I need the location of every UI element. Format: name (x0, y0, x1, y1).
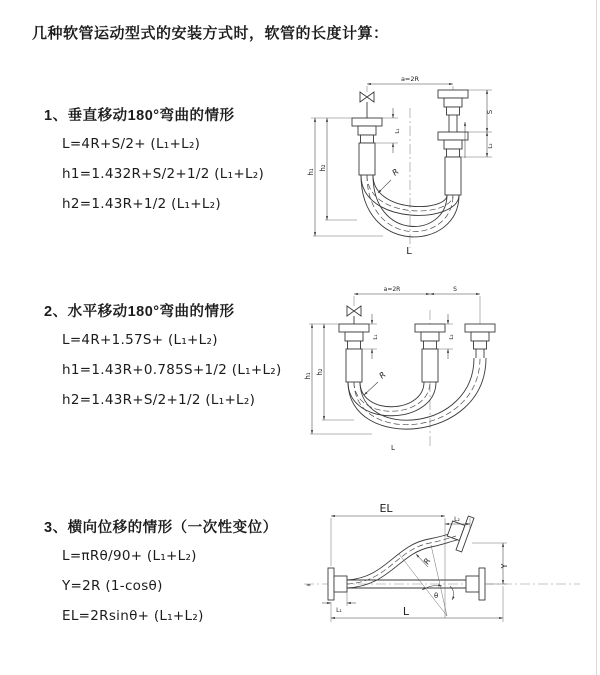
dim-label-l1: L₁ (395, 128, 401, 134)
dim-label-h2: h₂ (319, 164, 327, 172)
dim-label-y: Y (500, 563, 509, 569)
section-3-heading: 3、横向位移的情形（一次性变位） (44, 520, 278, 536)
dim-label-l2: L₂ (449, 334, 455, 340)
formula-line: h2=1.43R+1/2 (L₁+L₂) (62, 196, 221, 212)
dimension-lines (322, 516, 503, 618)
dim-label-l1: L₁ (373, 334, 379, 340)
dim-label-l: L (406, 246, 412, 257)
dim-label-l: L (402, 605, 410, 618)
extension-lines (309, 296, 480, 434)
hose-assembly (339, 306, 495, 429)
formula-line: h2=1.43R+S/2+1/2 (L₁+L₂) (62, 392, 256, 408)
page-title: 几种软管运动型式的安装方式时，软管的长度计算： (32, 25, 389, 42)
diagram-horizontal-180 (302, 280, 597, 455)
dim-label-r: R (390, 167, 401, 178)
formula-line: L=πRθ/90+ (L₁+L₂) (62, 548, 197, 564)
valve-icon (360, 92, 374, 102)
dim-label-a2r: a=2R (400, 75, 420, 83)
dim-label-s: S (486, 109, 494, 115)
formula-line: h1=1.43R+0.785S+1/2 (L₁+L₂) (62, 362, 282, 378)
dim-label-h2: h₂ (316, 368, 324, 376)
dim-label-s: S (453, 286, 457, 293)
formula-line: Y=2R (1-cosθ) (62, 578, 163, 594)
dim-label-r: R (377, 370, 388, 381)
pipe-break-mark: ≈ (306, 582, 312, 589)
dim-label-r: R (421, 556, 433, 566)
dimension-lines (312, 294, 480, 434)
formula-line: L=4R+S/2+ (L₁+L₂) (62, 136, 201, 152)
dim-label-a2r: a=2R (383, 286, 401, 293)
dim-label-l2: L₂ (454, 516, 460, 523)
section-1-heading: 1、垂直移动180°弯曲的情形 (44, 108, 235, 124)
diagram-lateral-displacement (298, 498, 598, 658)
formula-line: L=4R+1.57S+ (L₁+L₂) (62, 332, 218, 348)
section-2-heading: 2、水平移动180°弯曲的情形 (44, 304, 235, 320)
valve-icon (347, 306, 361, 316)
formula-line: EL=2Rsinθ+ (L₁+L₂) (62, 608, 204, 624)
formula-line: h1=1.432R+S/2+1/2 (L₁+L₂) (62, 166, 265, 182)
dim-label-l: L (391, 444, 395, 452)
dim-label-el: EL (379, 502, 393, 515)
hose-centerline (354, 358, 480, 425)
dim-label-l2: L₂ (488, 143, 494, 149)
diagram-vertical-180 (305, 70, 595, 260)
dim-label-h1: h₁ (304, 372, 312, 380)
dim-label-theta: θ (434, 592, 439, 600)
dim-label-h1: h₁ (307, 168, 315, 176)
dim-label-l1: L₁ (336, 607, 342, 614)
hose-assembly (328, 512, 485, 616)
